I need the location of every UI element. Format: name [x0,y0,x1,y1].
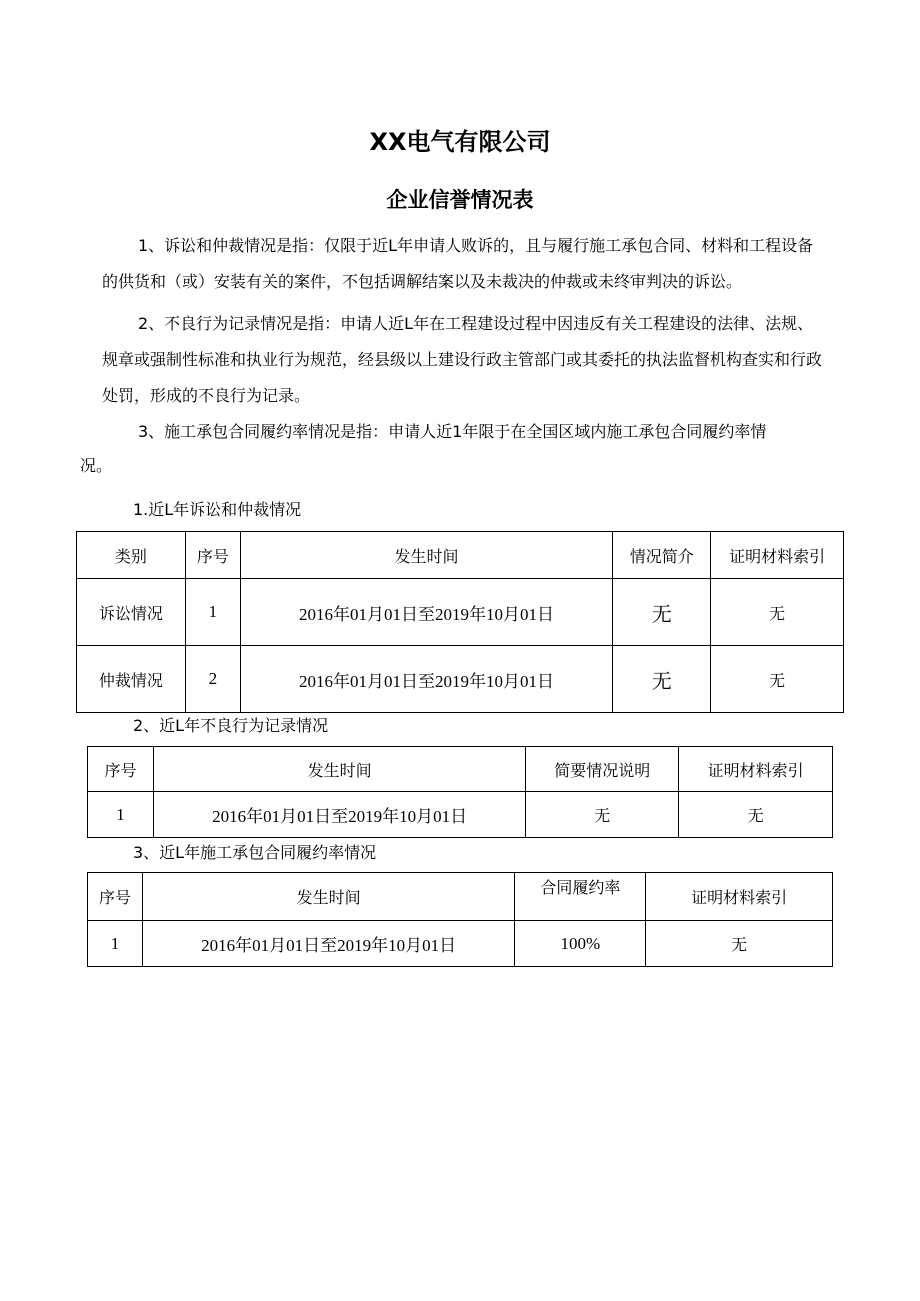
intro-paragraph-litigation: 1、诉讼和仲裁情况是指：仅限于近L年申请人败诉的，且与履行施工承包合同、材料和工程设备的供货和（或）安装有关的案件，不包括调解结案以及未裁决的仲裁或未终审判决的诉讼。 [102,236,814,291]
table-header-row [88,747,833,792]
litigation-table [76,531,844,713]
header-evidence: 证明材料索引 [646,873,833,921]
header-period: 发生时间 [153,747,525,792]
performance-table [87,872,833,967]
cell-evidence: 无 [679,792,833,838]
header-evidence: 证明材料索引 [711,532,844,579]
table-header-row [88,873,833,921]
cell-period: 2016年01月01日至2019年10月01日 [153,792,525,838]
table-header-row [77,532,844,579]
header-evidence: 证明材料索引 [679,747,833,792]
header-period: 发生时间 [240,532,612,579]
intro-paragraph-bad-record: 2、不良行为记录情况是指：申请人近L年在工程建设过程中因违反有关工程建设的法律、法规、规章或强制性标准和执业行为规范，经县级以上建设行政主管部门或其委托的执法监督机构查实和行政处罚，形成的不良行为记录。 [102,314,823,405]
cell-period: 2016年01月01日至2019年10月01日 [240,646,612,713]
header-no: 序号 [185,532,240,579]
cell-evidence: 无 [711,646,844,713]
cell-summary: 无 [613,579,711,646]
cell-category: 仲裁情况 [77,646,186,713]
cell-summary: 无 [526,792,679,838]
company-title: XX电气有限公司 [369,128,551,156]
cell-evidence: 无 [711,579,844,646]
table-row [77,646,844,713]
cell-evidence: 无 [646,921,833,967]
cell-no: 1 [88,792,154,838]
header-no: 序号 [88,747,154,792]
section1-title: 1.近L年诉讼和仲裁情况 [133,500,302,519]
header-summary: 情况简介 [613,532,711,579]
cell-category: 诉讼情况 [77,579,186,646]
table-row [77,579,844,646]
table-row [88,792,833,838]
header-category: 类别 [77,532,186,579]
cell-summary: 无 [613,646,711,713]
cell-rate: 100% [515,921,646,967]
bad-record-table [87,746,833,838]
table-row [88,921,833,967]
header-rate: 合同履约率 [515,873,646,921]
cell-period: 2016年01月01日至2019年10月01日 [240,579,612,646]
document-title: 企业信誉情况表 [386,188,534,212]
intro-paragraph-performance-end: 况。 [80,456,113,475]
header-summary: 简要情况说明 [526,747,679,792]
cell-period: 2016年01月01日至2019年10月01日 [142,921,514,967]
header-period: 发生时间 [142,873,514,921]
cell-no: 2 [185,646,240,713]
header-no: 序号 [88,873,143,921]
section3-title: 3、近L年施工承包合同履约率情况 [133,843,377,862]
section2-title: 2、近L年不良行为记录情况 [133,716,329,735]
intro-paragraph-performance: 3、施工承包合同履约率情况是指：申请人近1年限于在全国区域内施工承包合同履约率情 [138,422,767,441]
cell-no: 1 [88,921,143,967]
cell-no: 1 [185,579,240,646]
